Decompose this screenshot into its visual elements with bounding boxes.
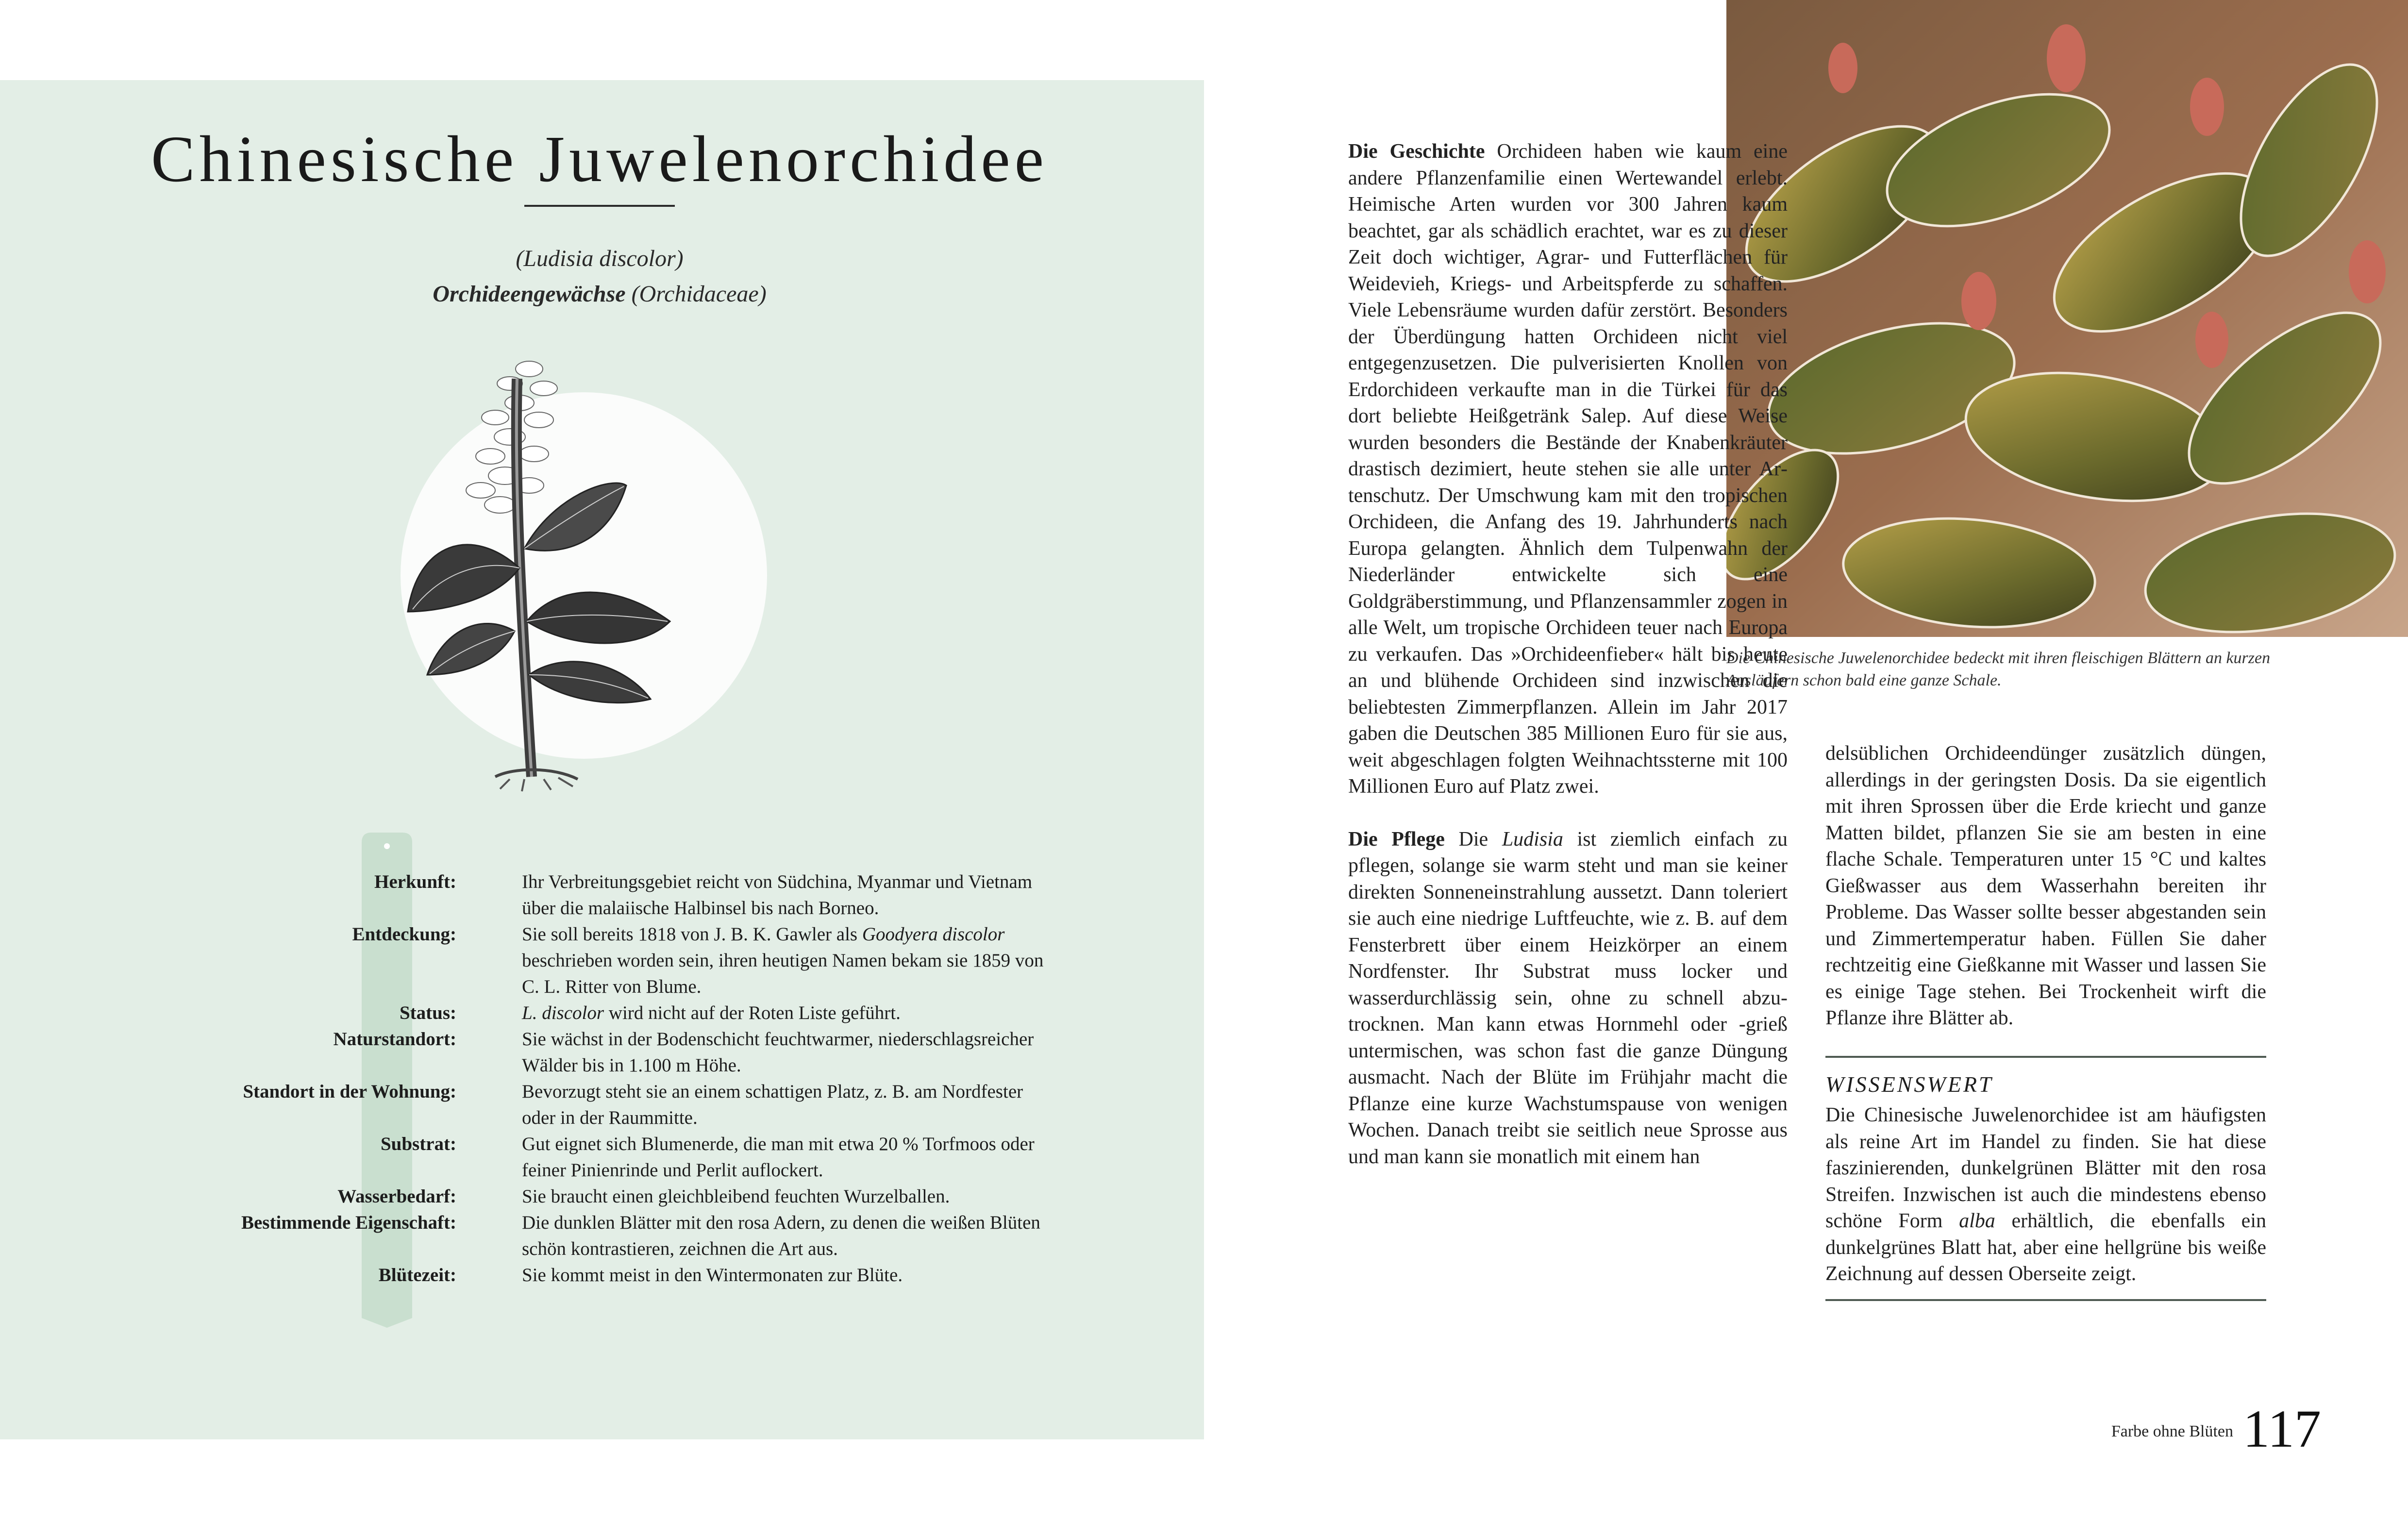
fact-label: Blütezeit: (378, 1265, 456, 1285)
fact-label: Naturstandort: (333, 1029, 456, 1050)
fact-label: Entdeckung: (352, 924, 456, 945)
fact-label: Bestimmende Eigenschaft: (241, 1212, 456, 1233)
text-run: Die (1444, 828, 1502, 851)
page-title: Chinesische Juwelenorchidee (150, 123, 1049, 196)
paragraph (1348, 826, 1788, 1170)
family-latin: (Orchidaceae) (625, 281, 767, 307)
fact-label: Substrat: (380, 1134, 456, 1154)
fact-row (0, 1210, 1199, 1262)
title-divider (524, 205, 675, 207)
info-box (1825, 1056, 2266, 1301)
text-run: Bevorzugt steht sie an einem schattigen Platz, z. B. am Nordfester oder in der Raummitte. (522, 1081, 1023, 1128)
text-run: Gut eignet sich Blumenerde, die man mit etwa 20 % Torfmoos oder feiner Pinienrinde und Perlit auflockert. (522, 1134, 1035, 1181)
text-run: alba (1959, 1210, 1995, 1232)
fact-list (0, 869, 1199, 1288)
text-run: beschrieben worden sein, ihren heutigen Namen bekam sie 1859 von C. L. Ritter von Blume. (522, 950, 1044, 997)
text-run: Die Chinesische Juwelenorchidee ist am häufigsten als reine Art im Handel zu finden. Sie hat diese faszinierenden, dunkelgrünen Blätter mit den rosa Streifen. Inzwischen ist auch die mindestens ebenso schöne Form (1825, 1104, 2266, 1232)
plant-family (0, 281, 1199, 307)
paragraph-heading: Die Geschichte (1348, 140, 1485, 163)
orchid-illustration (398, 340, 786, 825)
fact-label: Standort in der Wohnung: (243, 1081, 456, 1102)
text-run: Ludisia (1502, 828, 1563, 851)
fact-value (522, 1131, 1056, 1184)
text-run: Sie soll bereits 1818 von J. B. K. Gawler als (522, 924, 862, 945)
fact-value (522, 1210, 1056, 1262)
fact-value (522, 1026, 1056, 1079)
paragraph (1348, 138, 1788, 800)
fact-label: Status: (399, 1002, 456, 1023)
paragraph-heading: Die Pflege (1348, 828, 1445, 851)
text-run: delsüblichen Orchideendünger zusätzlich düngen, allerdings in der geringsten Dosis. Da sie eigentlich mit ihren Sprossen über die Erde kriecht und ganze Matten bildet, pflanzen Sie sie am besten in eine flache Schale. Temperaturen unter 15 °C und kaltes Gießwasser aus dem Wasserhahn bereiten ihr Probleme. Das Wasser sollte besser abgestanden sein und Zimmertemperatur haben. Füllen Sie daher rechtzeitig eine Gießkanne mit Wasser und lassen Sie es einige Tage stehen. Bei Trockenheit wirft die Pflanze ihre Blätter ab. (1825, 742, 2266, 1029)
fact-row (0, 1000, 1199, 1026)
latin-name: (Ludisia discolor) (516, 246, 684, 271)
fact-row (0, 1079, 1199, 1131)
footer-section-title: Farbe ohne Blüten (2111, 1422, 2233, 1440)
fact-row (0, 1026, 1199, 1079)
fact-label: Wasserbedarf: (337, 1186, 456, 1207)
paragraph (1825, 740, 2266, 1032)
text-run: Sie braucht einen gleichbleibend feuchten Wurzelballen. (522, 1186, 950, 1207)
text-run: ist ziemlich einfach zu pflegen, solange sie warm steht und man sie keiner direkten Sonneneinstrahlung aussetzt. Dann toleriert sie auch eine niedrige Luftfeuchte, wie z. B. auf dem Fensterbrett über einem Heizkörper an einem Nordfenster. Ihr Substrat muss locker und wasserdurchlässig sein, ohne zu schnell abzutrocknen. Man kann etwas Hornmehl oder -grieß untermischen, was schon fast die ganze Düngung ausmacht. Nach der Blüte im Frühjahr macht die Pflanze eine kurze Wachstumspause von wenigen Wochen. Danach treibt sie seitlich neue Sprosse aus und man kann sie monatlich mit einem han (1348, 828, 1788, 1168)
text-run: erhältlich, die ebenfalls ein dunkelgrünes Blatt hat, aber eine hellgrüne bis weiße Zeichnung auf dessen Oberseite zeigt. (1825, 1210, 2266, 1285)
text-run: Sie kommt meist in den Wintermonaten zur Blüte. (522, 1265, 903, 1285)
page-number: 117 (2243, 1399, 2321, 1458)
fact-value (522, 869, 1056, 921)
text-run: Goodyera discolor (862, 924, 1005, 945)
fact-value (522, 1000, 1056, 1026)
fact-value (522, 1184, 1056, 1210)
text-run: Sie wächst in der Bodenschicht feuchtwarmer, niederschlagsreicher Wälder bis in 1.100 m Höhe. (522, 1029, 1034, 1076)
info-box-text (1825, 1102, 2266, 1299)
orchid-photo (1726, 0, 2408, 637)
fact-label: Herkunft: (374, 871, 456, 892)
text-run: Ihr Verbreitungsgebiet reicht von Südchina, Myanmar und Vietnam über die malaiische Halbinsel bis nach Borneo. (522, 871, 1033, 918)
fact-value (522, 1079, 1056, 1131)
info-box-title: WISSENSWERT (1825, 1072, 1993, 1097)
fact-row (0, 1184, 1199, 1210)
fact-row (0, 921, 1199, 1000)
text-run: Die dunklen Blätter mit den rosa Adern, zu denen die weißen Blüten schön kontrastieren, zeichnen die Art aus. (522, 1212, 1040, 1259)
text-column-right (1825, 740, 2266, 1032)
fact-row (0, 869, 1199, 921)
family-name: Orchideengewächse (433, 281, 626, 307)
fact-row (0, 1131, 1199, 1184)
text-column-left (1348, 138, 1788, 1170)
text-run: Orchideen haben wie kaum eine andere Pflanzenfamilie einen Wertewandel erlebt. Heimische Arten wurden vor 300 Jahren kaum beachtet, gar als schädlich erachtet, war es zu dieser Zeit doch wichtiger, Agrar- und Futterflächen für Weidevieh, Kriegs- und Arbeitspferde zu schaffen. Viele Lebensräume wurden dafür zerstört. Besonders der Überdüngung hatten Orchideen nicht viel entgegenzusetzen. Die pulverisierten Knollen von Erdorchideen verkaufte man in die Türkei für das dort beliebte Heißgetränk Salep. Auf diese Weise wurden besonders die Bestände der Knabenkräuter drastisch dezimiert, heute stehen sie alle unter Artenschutz. Der Umschwung kam mit den tropischen Orchideen, die Anfang des 19. Jahrhunderts nach Europa gelangten. Ähnlich dem Tulpenwahn der Niederländer entwickelte sich eine Goldgräberstimmung, und Pflanzensammler zogen in alle Welt, um tropische Orchideen teuer nach Europa zu verkaufen. Das »Orchideenfieber« hält bis heute an und blühende Orchideen sind inzwischen die beliebtesten Zimmerpflanzen. Allein im Jahr 2017 gaben die Deutschen 385 Millionen Euro für sie aus, weit abgeschlagen folgten Weihnachtssterne mit 100 Millionen Euro auf Platz zwei. (1348, 140, 1788, 798)
fact-row (0, 1262, 1199, 1288)
text-run: wird nicht auf der Roten Liste geführt. (604, 1002, 901, 1023)
photo-caption: Die Chinesische Juwelenorchidee bedeckt mit ihren fleischigen Blättern an kurzen Ausläufern schon bald eine ganze Schale. (1726, 649, 2271, 689)
fact-value (522, 1262, 1056, 1288)
text-run: L. discolor (522, 1002, 604, 1023)
fact-value (522, 921, 1056, 1000)
